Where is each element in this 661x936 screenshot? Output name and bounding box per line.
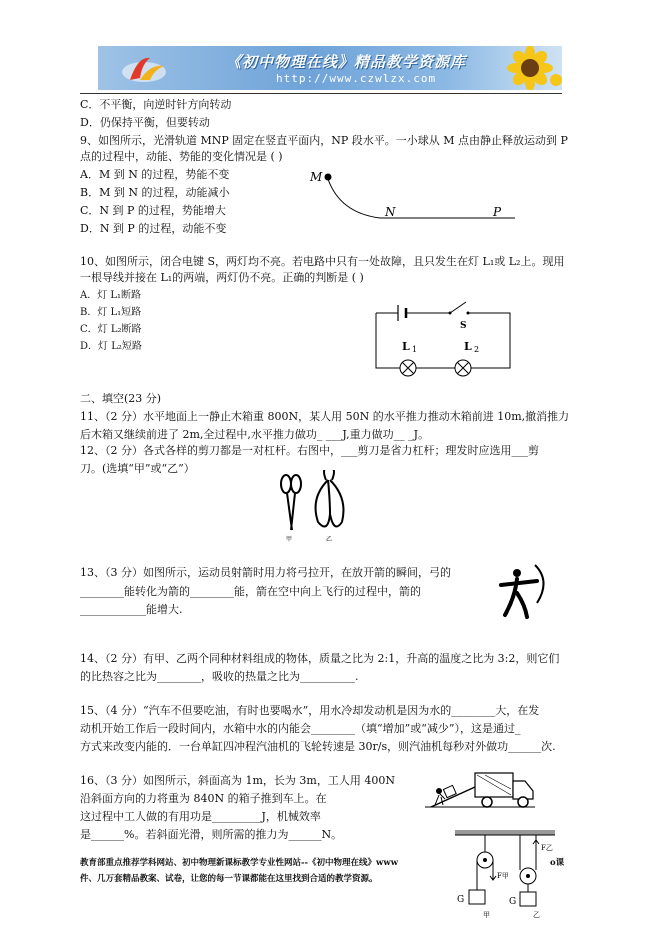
q16-label-fjia: F甲	[497, 872, 509, 880]
q9-option-b: B．M 到 N 的过程，动能减小	[80, 186, 230, 199]
q8-option-d: D．仍保持平衡，但要转动	[80, 116, 210, 129]
q13-archer-diagram	[495, 563, 551, 621]
q16-stem-line3: 这过程中工人做的有用功是_________J，机械效率	[80, 810, 321, 823]
q14-stem-line1: 14、（2 分）有甲、乙两个同种材料组成的物体，质量之比为 2:1，升高的温度之比为 3:2，则它们	[80, 652, 560, 665]
q12-stem-line1: 12、（2 分）各式各样的剪刀都是一对杠杆。右图中，___剪刀是省力杠杆；理发时应选用___剪	[80, 444, 539, 457]
q9-option-a: A．M 到 N 的过程，势能不变	[80, 168, 230, 181]
q9-label-n: N	[385, 205, 396, 219]
q9-stem-line1: 9、如图所示，光滑轨道 MNP 固定在竖直平面内，NP 段水平。一小球从 M 点由静止释放运动到 P	[80, 134, 568, 147]
q16-label-g1: G	[457, 895, 465, 905]
footer-line1	[80, 856, 398, 868]
q8-option-c: C．不平衡，向逆时针方向转动	[80, 98, 232, 111]
q10-lamp-l1	[400, 360, 416, 376]
q12-label-jia: 甲	[286, 536, 293, 543]
q9-label-m: M	[310, 170, 323, 184]
q15-stem-line1: 15、（4 分）“汽车不但要吃油，有时也要喝水”，用水冷却发动机是因为水的________大，在发	[80, 704, 540, 717]
scissors-yi-icon	[316, 470, 344, 527]
q10-option-d: D．灯 L₂短路	[80, 341, 142, 352]
q10-label-l1-sub: 1	[412, 345, 418, 354]
q10-stem-line1: 10、如图所示，闭合电键 S，两灯均不亮。若电路中只有一处故障，且只发生在灯 L₁或 L₂上。现用	[80, 255, 565, 268]
q10-label-l1: L	[402, 340, 410, 353]
q16-pulley-diagram	[455, 830, 560, 920]
q16-label-g2: G	[509, 897, 517, 907]
q11-stem-line2: 后木箱又继续前进了 2m,全过程中,水平推力做功_ ___J,重力做功__ _J。	[80, 428, 430, 441]
footer-line1-end: o课	[550, 858, 565, 868]
q10-label-l2-sub: 2	[474, 345, 480, 354]
header-rule	[80, 93, 562, 94]
q9-track-diagram	[305, 165, 520, 230]
q10-label-s: S	[460, 321, 467, 331]
q13-stem-line2: ________能转化为箭的________能，箭在空中向上飞行的过程中，箭的	[80, 585, 421, 598]
q10-option-a: A．灯 L₁断路	[80, 290, 142, 301]
q9-option-d: D．N 到 P 的过程，动能不变	[80, 222, 227, 235]
q16-stem-line2: 沿斜面方向的力将重为 840N 的箱子推到车上。在	[80, 792, 327, 805]
q10-option-b: B．灯 L₁短路	[80, 307, 142, 318]
q13-stem-line1: 13、（3 分）如图所示，运动员射箭时用力将弓拉开，在放开箭的瞬间，弓的	[80, 566, 451, 579]
q10-lamp-l2	[455, 360, 471, 376]
q10-stem-line2: 一根导线并接在 L₁的两端，两灯仍不亮。正确的判断是 ( )	[80, 271, 364, 284]
q16-truck-incline-diagram	[425, 765, 537, 813]
logo-icon	[120, 50, 172, 86]
scissors-jia-icon	[281, 475, 301, 530]
footer-line2: 件、几万套精品教案、试卷，让您的每一节课都能在这里找到合适的教学资源。	[80, 874, 378, 884]
q15-stem-line2: 动机开始工作后一段时间内，水箱中水的内能会________（填“增加”或“减少”），这是通过_	[80, 722, 521, 735]
q9-stem-line2: 点的过程中，动能、势能的变化情况是 ( )	[80, 150, 283, 163]
q12-scissors-diagram	[272, 470, 372, 545]
pulley-jia-icon	[469, 835, 496, 904]
q10-label-l2: L	[464, 340, 472, 353]
q9-option-c: C．N 到 P 的过程，势能增大	[80, 204, 226, 217]
q15-stem-line3: 方式来改变内能的．一台单缸四冲程汽油机的飞轮转速是 30r/s，则汽油机每秒对外做功______次.	[80, 740, 556, 753]
header-title: 《初中物理在线》精品教学资源库	[226, 53, 467, 71]
q14-stem-line2: 的比热容之比为________，吸收的热量之比为__________.	[80, 670, 359, 683]
q9-label-p: P	[493, 205, 502, 219]
q12-stem-line2: 刀。(选填“甲”或“乙”）	[80, 462, 195, 475]
q16-stem-line4: 是______%。若斜面光滑，则所需的推力为______N。	[80, 828, 343, 841]
truck-icon	[475, 773, 533, 807]
q10-circuit-diagram	[368, 296, 516, 384]
footer-line1-text: 教育部重点推荐学科网站、初中物理新课标教学专业性网站--《初中物理在线》www	[80, 858, 399, 868]
section2-title: 二、填空(23 分)	[80, 392, 162, 405]
q16-label-yi: 乙	[533, 911, 540, 919]
q11-stem-line1: 11、（2 分）水平地面上一静止木箱重 800N，某人用 50N 的水平推力推动木箱前进 10m,撤消推力	[80, 410, 570, 423]
q16-label-fyi: F乙	[541, 844, 553, 852]
q13-stem-line3: ____________能增大.	[80, 603, 183, 616]
sunflower-icon	[496, 46, 562, 90]
q16-stem-line1: 16、（3 分）如图所示，斜面高为 1m，长为 3m，工人用 400N	[80, 774, 395, 787]
q12-label-yi: 乙	[326, 536, 333, 543]
q10-option-c: C．灯 L₂断路	[80, 324, 142, 335]
pulley-yi-icon	[520, 835, 539, 906]
q16-label-jia: 甲	[483, 911, 490, 919]
header-url[interactable]: http://www.czwlzx.com	[276, 72, 437, 85]
archer-icon	[501, 569, 537, 617]
header-banner	[98, 46, 562, 90]
